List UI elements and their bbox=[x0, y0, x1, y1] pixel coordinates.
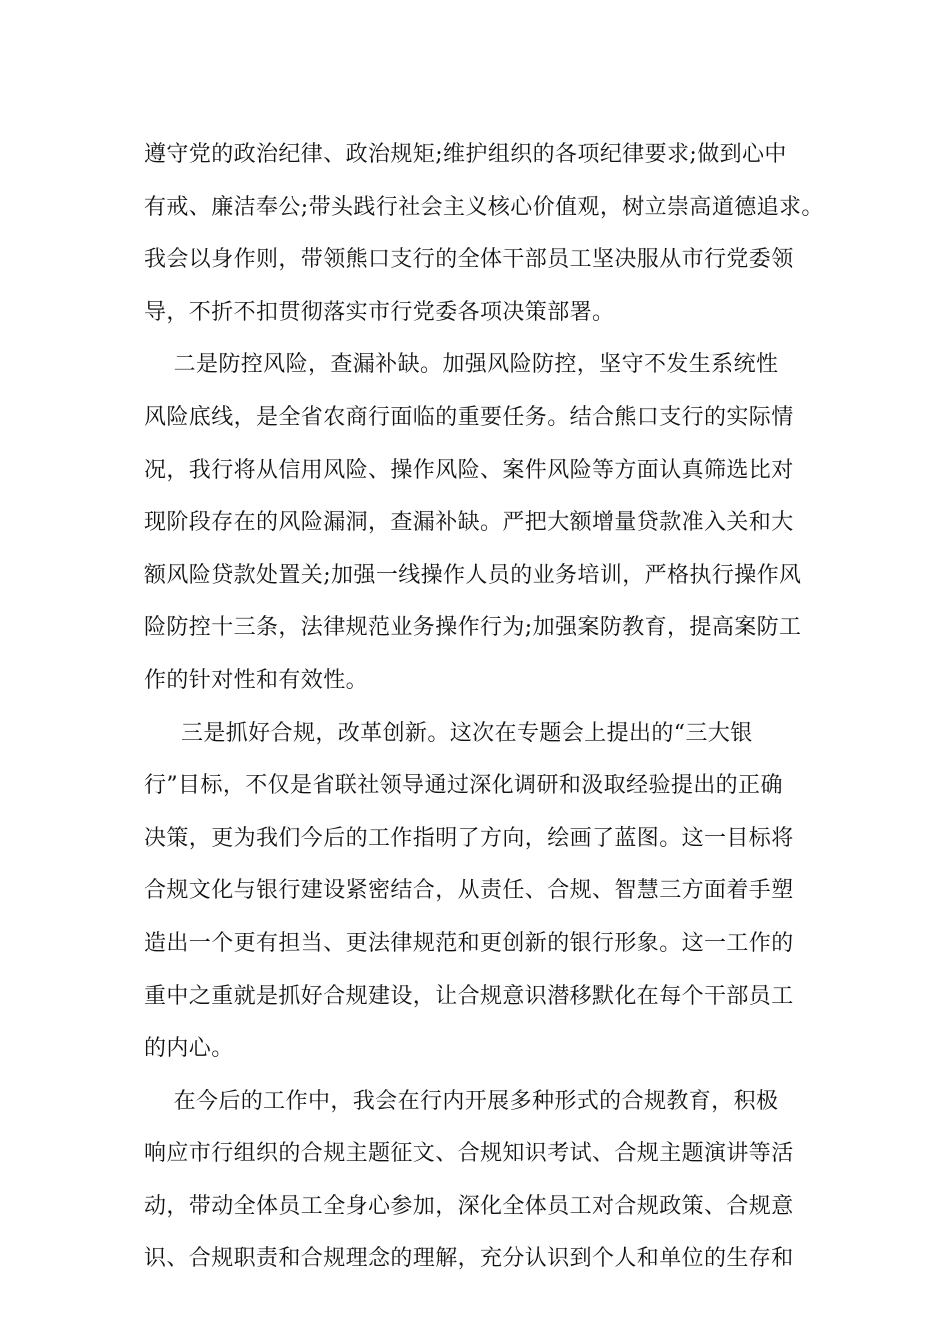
document-body bbox=[144, 129, 824, 1286]
text-line: 作的针对性和有效性。 bbox=[144, 667, 369, 693]
text-line: 遵守党的政治纪律、政治规矩;维护组织的各项纪律要求;做到心中 bbox=[144, 142, 787, 167]
paragraph bbox=[144, 339, 824, 707]
text-line: 决策，更为我们今后的工作指明了方向，绘画了蓝图。这一目标将 bbox=[144, 825, 794, 851]
text-line: 导，不折不扣贯彻落实市行党委各项决策部署。 bbox=[144, 299, 615, 325]
text-line: 风险底线，是全省农商行面临的重要任务。结合熊口支行的实际情 bbox=[144, 404, 794, 430]
text-line: 二是防控风险，查漏补缺。加强风险防控，坚守不发生系统性 bbox=[144, 352, 779, 378]
text-line: 三是抓好合规，改革创新。这次在专题会上提出的“三大银 bbox=[144, 720, 753, 746]
text-line: 重中之重就是抓好合规建设，让合规意识潜移默化在每个干部员工 bbox=[144, 983, 794, 1009]
text-line: 在今后的工作中，我会在行内开展多种形式的合规教育，积极 bbox=[144, 1088, 779, 1114]
text-line: 的内心。 bbox=[144, 1036, 234, 1062]
text-line: 额风险贷款处置关;加强一线操作人员的业务培训，严格执行操作风 bbox=[144, 562, 802, 588]
text-line: 有戒、廉洁奉公;带头践行社会主义核心价值观，树立崇高道德追求。 bbox=[144, 194, 824, 220]
text-line: 识、合规职责和合规理念的理解，充分认识到个人和单位的生存和 bbox=[144, 1246, 794, 1272]
text-line: 我会以身作则，带领熊口支行的全体干部员工坚决服从市行党委领 bbox=[144, 247, 794, 273]
text-line: 况，我行将从信用风险、操作风险、案件风险等方面认真筛选比对 bbox=[144, 457, 794, 483]
text-line: 响应市行组织的合规主题征文、合规知识考试、合规主题演讲等活 bbox=[144, 1141, 794, 1167]
text-line: 行”目标，不仅是省联社领导通过深化调研和汲取经验提出的正确 bbox=[144, 773, 783, 799]
paragraph bbox=[144, 708, 824, 1076]
paragraph bbox=[144, 129, 824, 339]
paragraph bbox=[144, 1076, 824, 1286]
text-line: 险防控十三条，法律规范业务操作行为;加强案防教育，提高案防工 bbox=[144, 615, 802, 641]
text-line: 合规文化与银行建设紧密结合，从责任、合规、智慧三方面着手塑 bbox=[144, 878, 794, 904]
text-line: 造出一个更有担当、更法律规范和更创新的银行形象。这一工作的 bbox=[144, 930, 794, 956]
text-line: 动，带动全体员工全身心参加，深化全体员工对合规政策、合规意 bbox=[144, 1193, 794, 1219]
text-line: 现阶段存在的风险漏洞，查漏补缺。严把大额增量贷款准入关和大 bbox=[144, 510, 794, 536]
